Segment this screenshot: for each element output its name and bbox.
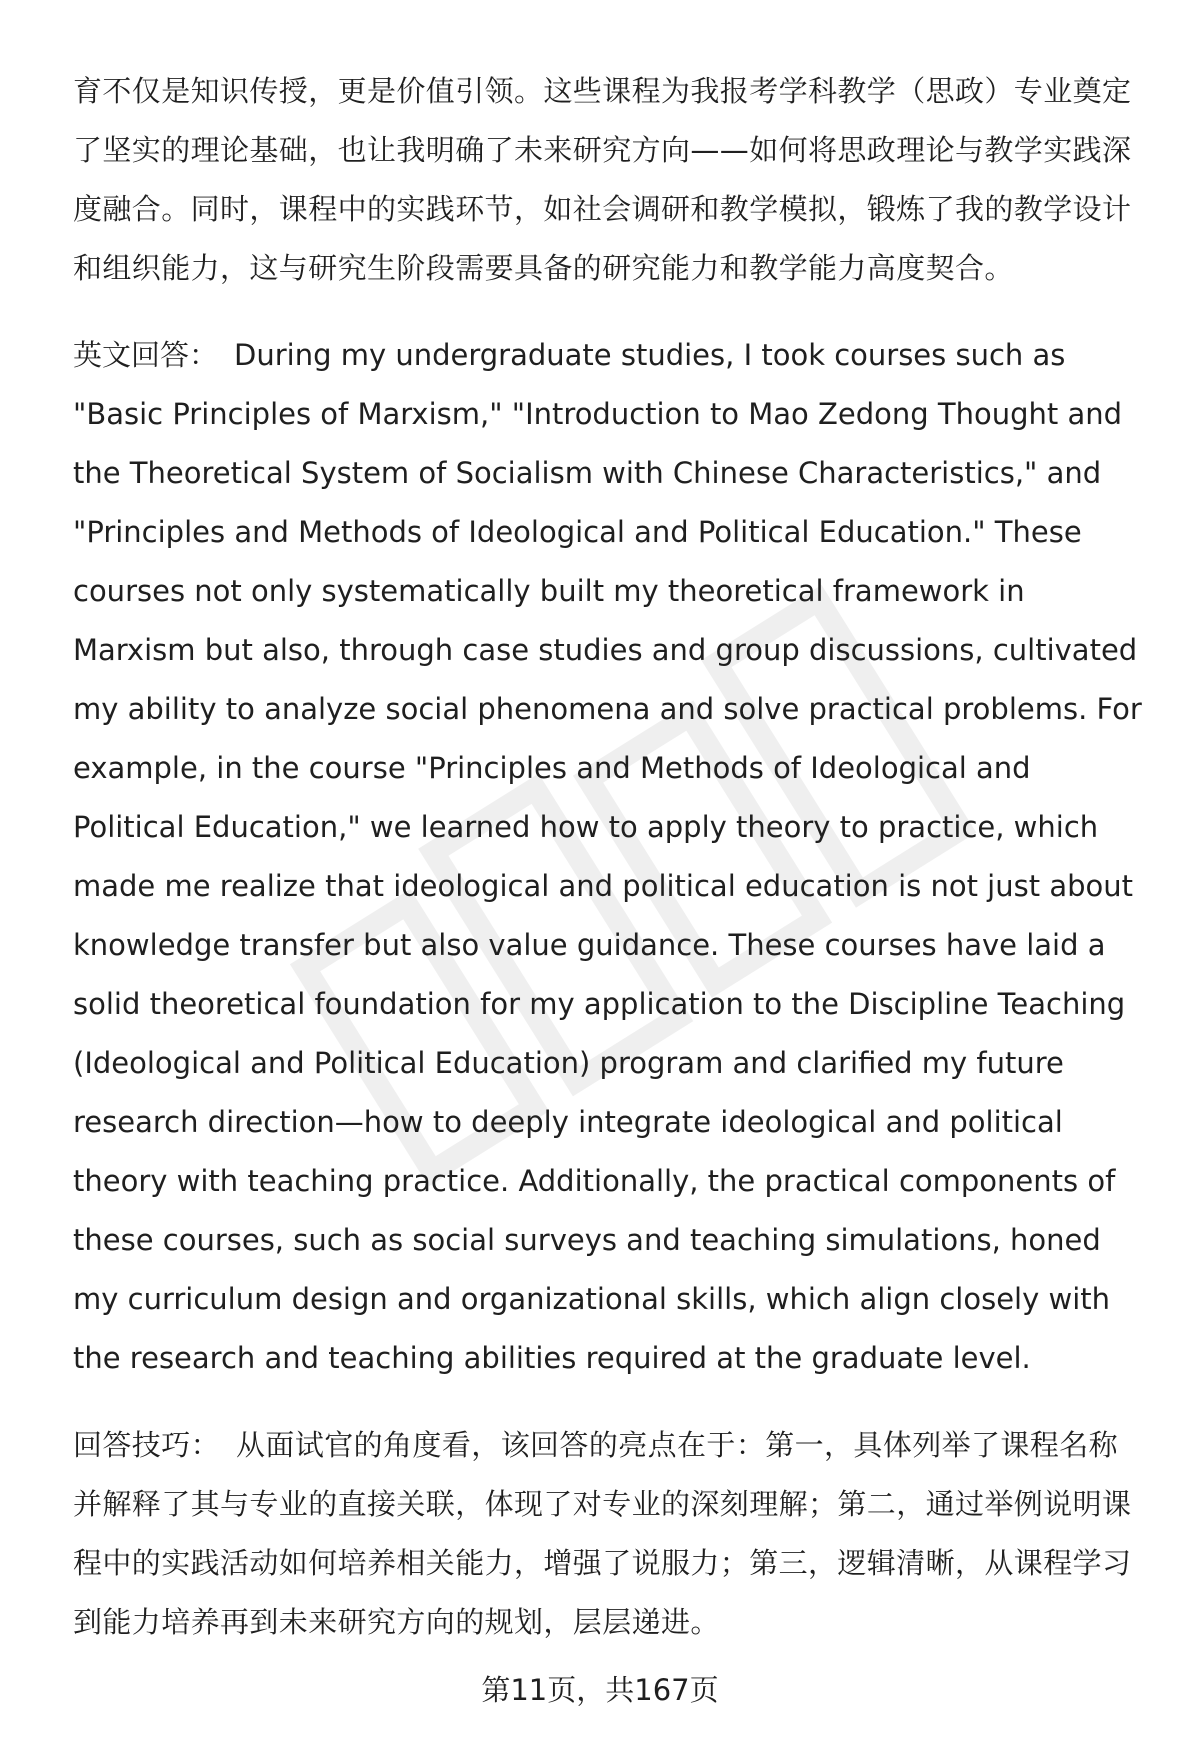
answer-tips-text: 从面试官的角度看，该回答的亮点在于：第一，具体列举了课程名称并解释了其与专业的直接关联，体现了对专业的深刻理解；第二，通过举例说明课程中的实践活动如何培养相关能力，增强了说服力；第三，逻辑清晰，从课程学习到能力培养再到未来研究方向的规划，层层递进。 (73, 1428, 1132, 1639)
answer-tips-label: 回答技巧： (73, 1428, 221, 1462)
paragraph-answer-tips (73, 1416, 1143, 1652)
page-number-footer: 第11页，共167页 (481, 1673, 719, 1707)
paragraph-intro-continuation (73, 62, 1143, 298)
paragraph-text: 育不仅是知识传授，更是价值引领。这些课程为我报考学科教学（思政）专业奠定了坚实的理论基础，也让我明确了未来研究方向——如何将思政理论与教学实践深度融合。同时，课程中的实践环节，如社会调研和教学模拟，锻炼了我的教学设计和组织能力，这与研究生阶段需要具备的研究能力和教学能力高度契合。 (73, 74, 1132, 285)
paragraph-english-answer (73, 326, 1143, 1388)
document-body (73, 62, 1143, 1652)
english-answer-text: During my undergraduate studies, I took courses such as "Basic Principles of Marxism," "Introduction to Mao Zedong Thought and the Theoretical System of Socialism with Chinese Characteristics," and "Principles and Methods of Ideological and Political Education." These courses not only systematically built my theoretical framework in Marxism but also, through case studies and group discussions, cultivated my ability to analyze social phenomena and solve practical problems. For example, in the course "Principles and Methods of Ideological and Political Education," we learned how to apply theory to practice, which made me realize that ideological and political education is not just about knowledge transfer but also value guidance. These courses have laid a solid theoretical foundation for my application to the Discipline Teaching (Ideological and Political Education) program and clarified my future research direction—how to deeply integrate ideological and political theory with teaching practice. Additionally, the practical components of these courses, such as social surveys and teaching simulations, honed my curriculum design and organizational skills, which align closely with the research and teaching abilities required at the graduate level. (73, 338, 1142, 1375)
english-answer-label: 英文回答： (73, 338, 219, 372)
